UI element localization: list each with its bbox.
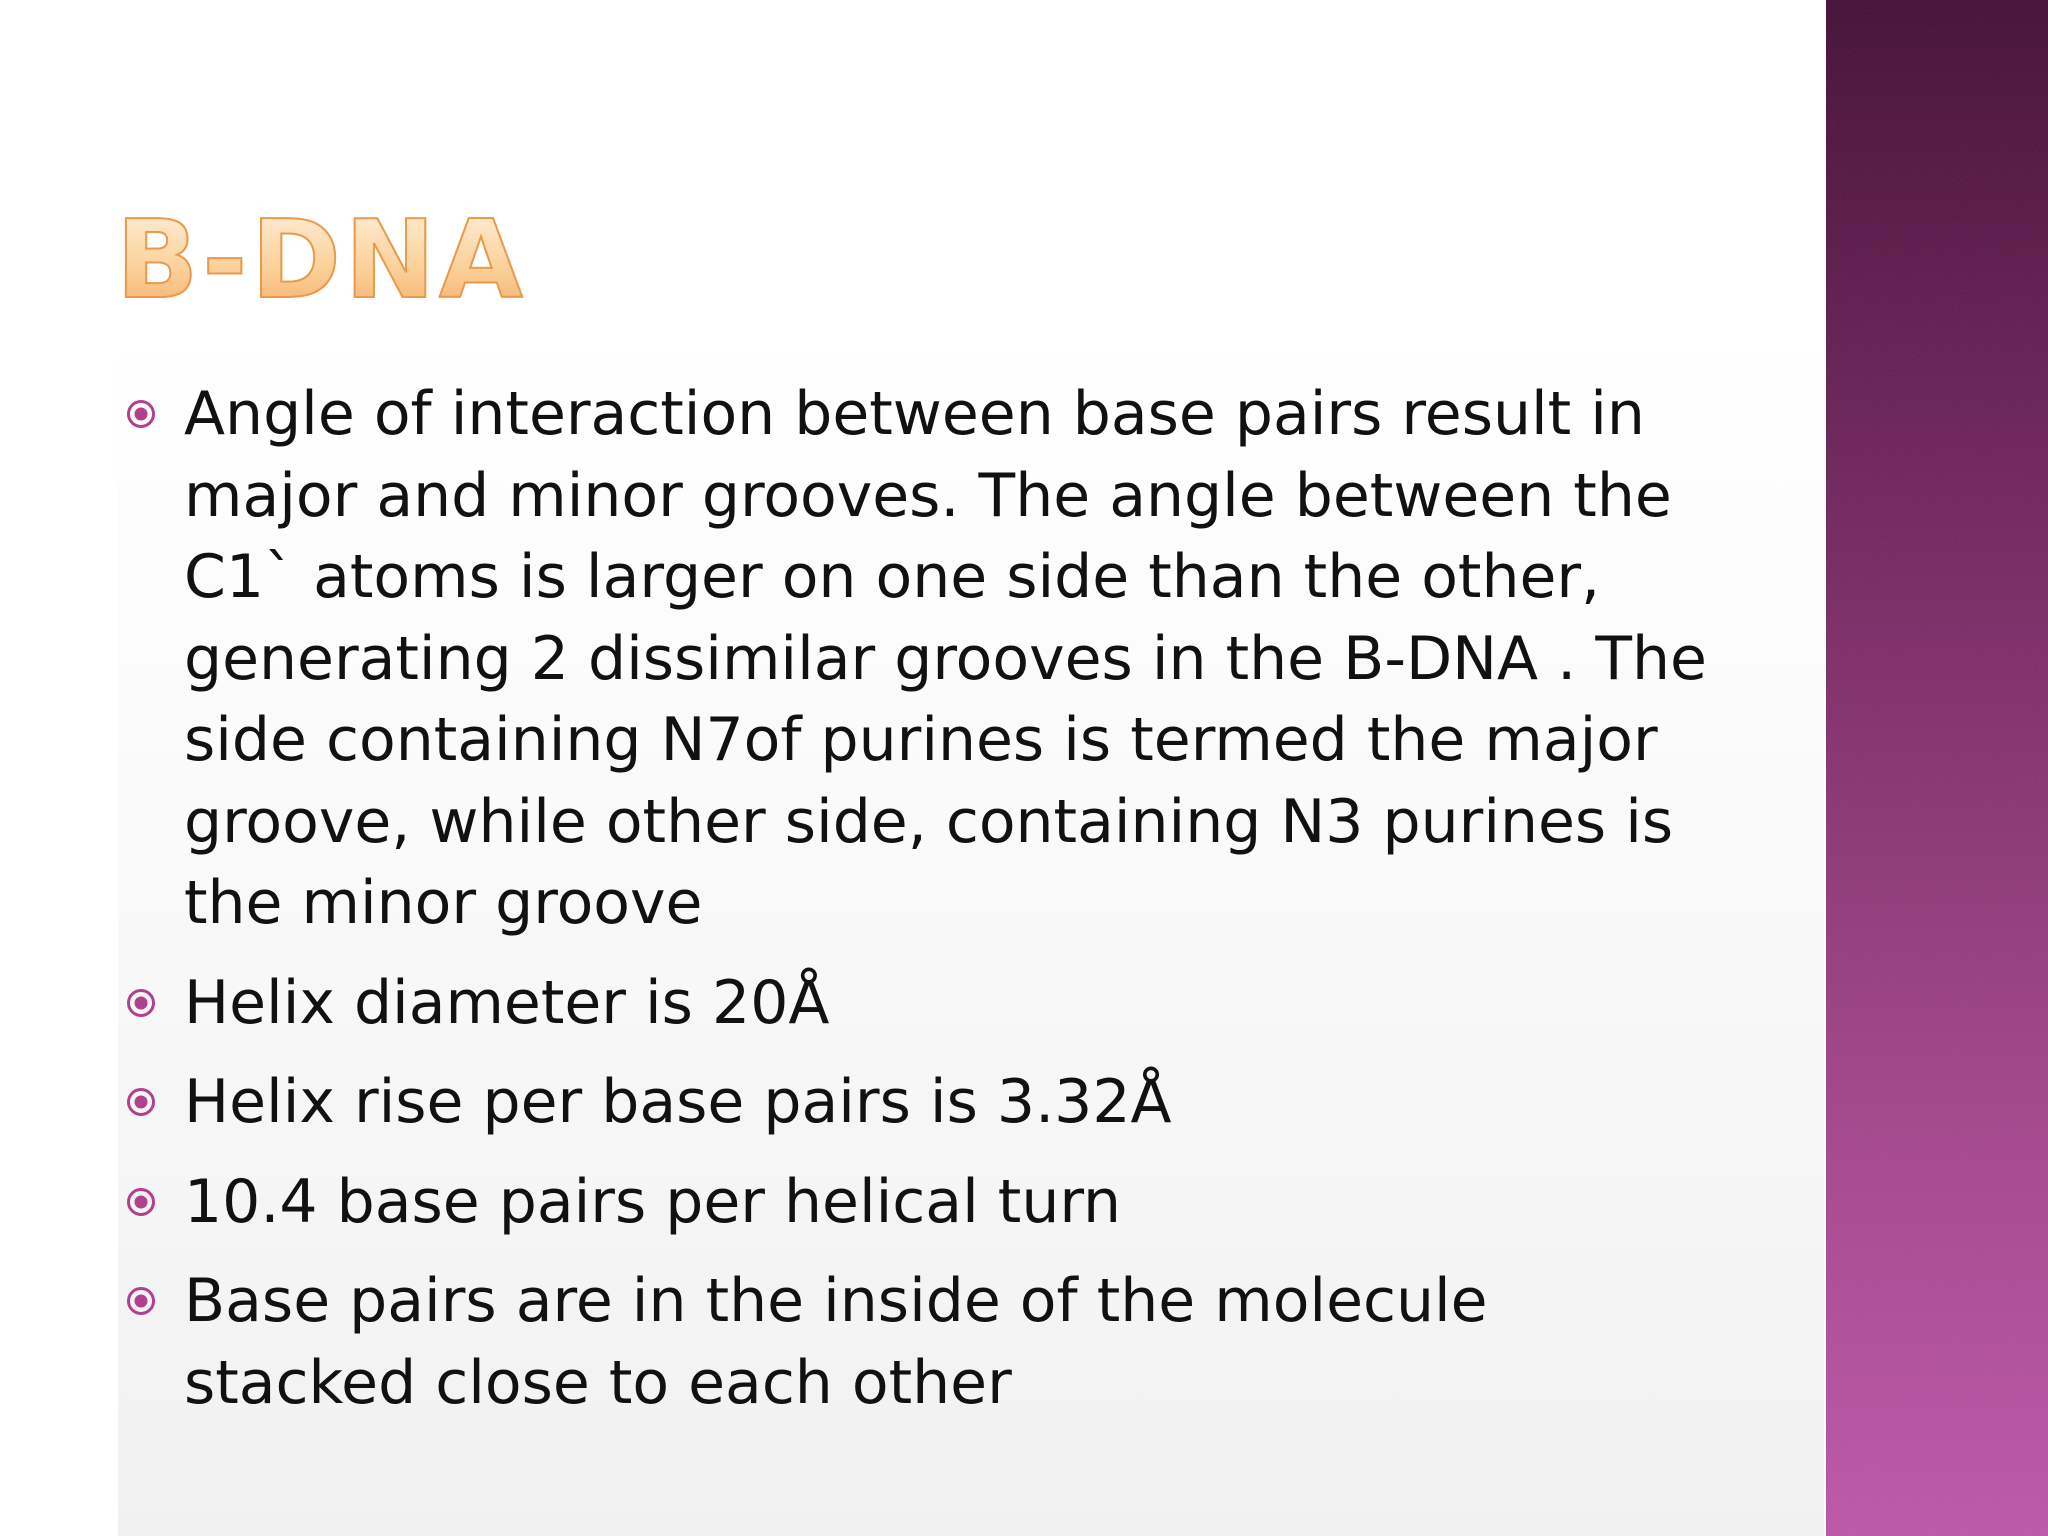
circled-dot-icon: [126, 1187, 156, 1217]
circled-dot-icon: [126, 1087, 156, 1117]
bullet-text: Base pairs are in the inside of the molecule stacked close to each other: [184, 1266, 1488, 1418]
circled-dot-icon: [126, 1286, 156, 1316]
circled-dot-icon: [126, 399, 156, 429]
bullet-text: Angle of interaction between base pairs result in major and minor grooves. The angle between the C1` atoms is larger on one side than the other, generating 2 dissimilar grooves in the B-DNA . The side containing N7of purines is termed the major groove, while other side, containing N3 purines is the minor groove: [184, 379, 1707, 938]
slide-title: B-DNA: [116, 196, 527, 326]
bullet-list: [126, 374, 1716, 1442]
bullet-item: [126, 1062, 1716, 1144]
bullet-item: [126, 1261, 1716, 1424]
bullet-text: Helix diameter is 20Å: [184, 967, 830, 1038]
side-band-texture: [1826, 0, 2048, 1536]
circled-dot-icon: [126, 988, 156, 1018]
bullet-text: 10.4 base pairs per helical turn: [184, 1166, 1122, 1237]
bullet-item: [126, 963, 1716, 1045]
decorative-side-band: [1826, 0, 2048, 1536]
bullet-text: Helix rise per base pairs is 3.32Å: [184, 1067, 1172, 1137]
bullet-item: [126, 1162, 1716, 1244]
bullet-item: [126, 374, 1716, 945]
